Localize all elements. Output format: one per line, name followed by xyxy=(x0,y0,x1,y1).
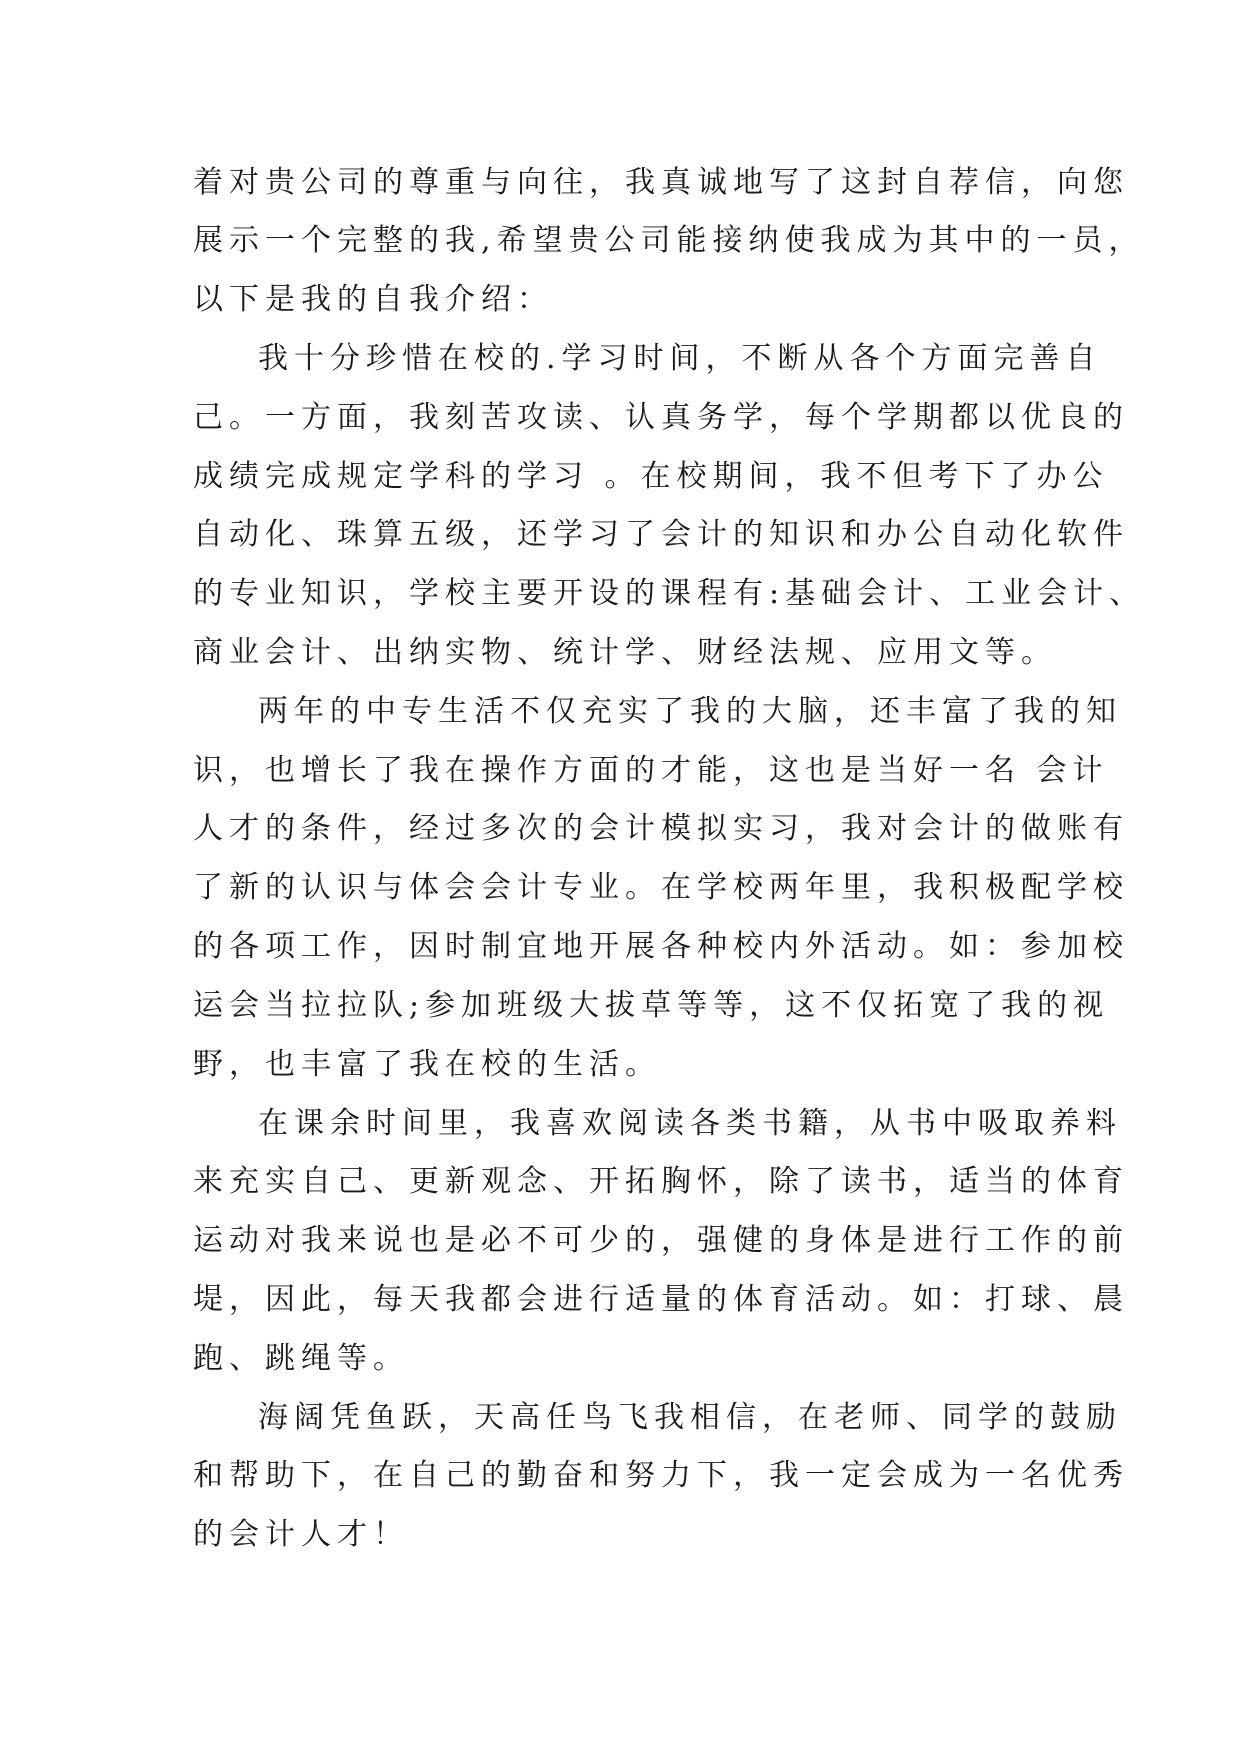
paragraph-line: 在课余时间里，我喜欢阅读各类书籍，从书中吸取养料 xyxy=(258,1106,1122,1141)
paragraph-line: 以下是我的自我介绍： xyxy=(193,282,553,317)
paragraph-line: 了新的认识与体会会计专业。在学校两年里，我积极配学校 xyxy=(193,870,1129,905)
paragraph-line: 的各项工作，因时制宜地开展各种校内外活动。如：参加校 xyxy=(193,929,1129,964)
paragraph-line: 展示一个完整的我,希望贵公司能接纳使我成为其中的一员， xyxy=(193,223,1145,258)
paragraph-line: 我十分珍惜在校的.学习时间，不断从各个方面完善自 xyxy=(258,341,1102,376)
paragraph-line: 野，也丰富了我在校的生活。 xyxy=(193,1047,661,1082)
paragraph-line: 成绩完成规定学科的学习 。在校期间，我不但考下了办公 xyxy=(193,459,1109,494)
paragraph-line: 自动化、珠算五级，还学习了会计的知识和办公自动化软件 xyxy=(193,517,1129,552)
paragraph-line: 和帮助下，在自己的勤奋和努力下，我一定会成为一名优秀 xyxy=(193,1458,1129,1493)
paragraph-line: 商业会计、出纳实物、统计学、财经法规、应用文等。 xyxy=(193,635,1057,670)
paragraph-line: 运动对我来说也是必不可少的，强健的身体是进行工作的前 xyxy=(193,1223,1129,1258)
paragraph-line: 海阔凭鱼跃，天高任鸟飞我相信，在老师、同学的鼓励 xyxy=(258,1400,1122,1435)
paragraph-line: 人才的条件，经过多次的会计模拟实习，我对会计的做账有 xyxy=(193,811,1129,846)
paragraph-line: 的会计人才！ xyxy=(193,1517,409,1552)
paragraph-line: 来充实自己、更新观念、开拓胸怀，除了读书，适当的体育 xyxy=(193,1164,1129,1199)
paragraph-line: 着对贵公司的尊重与向往，我真诚地写了这封自荐信，向您 xyxy=(193,165,1129,200)
paragraph-line: 识，也增长了我在操作方面的才能，这也是当好一名 会计 xyxy=(193,753,1109,788)
paragraph-line: 堤，因此，每天我都会进行适量的体育活动。如：打球、晨 xyxy=(193,1282,1129,1317)
paragraph-line: 跑、跳绳等。 xyxy=(193,1341,409,1376)
paragraph-line: 的专业知识，学校主要开设的课程有:基础会计、工业会计、 xyxy=(193,576,1146,611)
paragraph-line: 两年的中专生活不仅充实了我的大脑，还丰富了我的知 xyxy=(258,694,1122,729)
paragraph-line: 己。一方面，我刻苦攻读、认真务学，每个学期都以优良的 xyxy=(193,400,1129,435)
paragraph-line: 运会当拉拉队;参加班级大拔草等等，这不仅拓宽了我的视 xyxy=(193,988,1110,1023)
